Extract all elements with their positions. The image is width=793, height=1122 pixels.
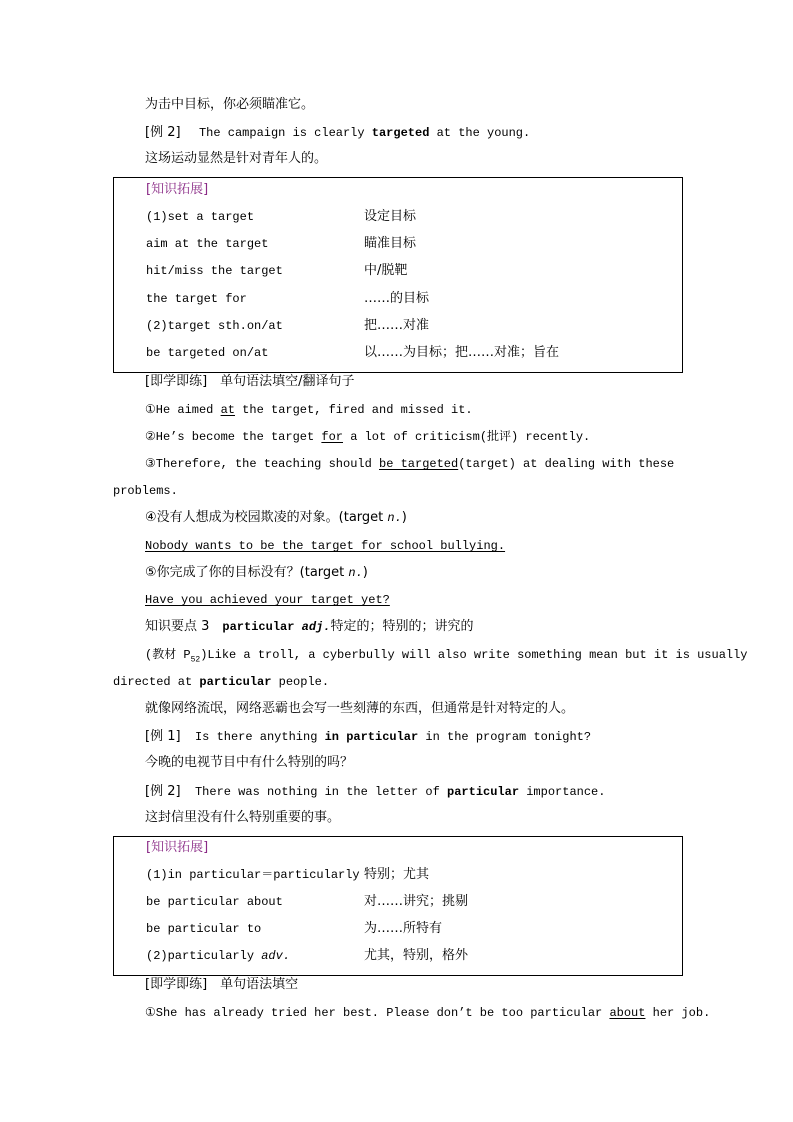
- example-2-cn: 这场运动显然是针对青年人的。: [145, 151, 328, 166]
- practice-q2: ②He’s become the target for a lot of criticism(批评) recently.: [145, 430, 591, 444]
- example-label: [例 2]: [145, 125, 181, 140]
- phrase: (1)set a target: [146, 210, 255, 224]
- meaning: 设定目标: [364, 209, 417, 224]
- example-text: The campaign is clearly targeted at the young.: [198, 126, 531, 140]
- sentence-cn: 为击中目标，你必须瞄准它。: [145, 97, 315, 112]
- meaning: 对……讲究；挑剔: [364, 894, 469, 909]
- phrase: aim at the target: [146, 237, 269, 251]
- textbook-source-cn: 就像网络流氓，网络恶霸也会写一些刻薄的东西，但通常是针对特定的人。: [145, 701, 575, 716]
- phrase: hit/miss the target: [146, 264, 283, 278]
- practice-q5-answer: Have you achieved your target yet?: [145, 593, 390, 607]
- meaning: 为……所特有: [364, 921, 443, 936]
- practice-q3-cont: problems.: [113, 484, 178, 498]
- knowledge-extension-box: [113, 177, 683, 373]
- practice-q1: ①He aimed at the target, fired and missed it.: [145, 403, 473, 417]
- phrase: be targeted on/at: [146, 346, 269, 360]
- phrase: (2)particularly adv.: [146, 949, 291, 963]
- example-1-line: [例 1] Is there anything in particular in the program tonight?: [145, 729, 592, 744]
- phrase: be particular about: [146, 895, 283, 909]
- phrase: (2)target sth.on/at: [146, 319, 283, 333]
- textbook-source-cont: directed at particular people.: [113, 675, 330, 689]
- textbook-source: (教材 $P_{52})Like$ a troll, a cyberbully will also write something mean but it is usually: [145, 648, 748, 665]
- phrase: be particular to: [146, 922, 262, 936]
- practice-q1: ①She has already tried her best. Please don’t be too particular about her job.: [145, 1006, 711, 1020]
- meaning: 中/脱靶: [364, 263, 408, 278]
- practice-heading: [即学即练] 单句语法填空/翻译句子: [145, 374, 355, 389]
- knowledge-point-heading: 知识要点 3 particular adj.特定的；特别的；讲究的: [145, 619, 474, 634]
- box-title: [知识拓展]: [146, 182, 209, 197]
- meaning: 尤其，特别，格外: [364, 948, 469, 963]
- practice-q4: ④没有人想成为校园欺凌的对象。(target n.): [145, 510, 407, 525]
- meaning: 以……为目标；把……对准；旨在: [364, 345, 560, 360]
- meaning: 瞄准目标: [364, 236, 417, 251]
- meaning: 把……对准: [364, 318, 430, 333]
- example-2-line: [例 2] There was nothing in the letter of particular importance.: [145, 784, 606, 799]
- practice-q4-answer: Nobody wants to be the target for school bullying.: [145, 539, 506, 553]
- meaning: 特别；尤其: [364, 867, 430, 882]
- meaning: ……的目标: [364, 291, 430, 306]
- example-2-cn: 这封信里没有什么特别重要的事。: [145, 810, 341, 825]
- practice-q5: ⑤你完成了你的目标没有？(target n.): [145, 565, 368, 580]
- knowledge-extension-box: [113, 836, 683, 976]
- practice-heading: [即学即练] 单句语法填空: [145, 977, 299, 992]
- box-title: [知识拓展]: [146, 840, 209, 855]
- phrase: (1)in particular＝particularly: [146, 868, 360, 882]
- practice-q3: ③Therefore, the teaching should be targeted(target) at dealing with these: [145, 457, 675, 471]
- phrase: the target for: [146, 292, 247, 306]
- example-1-cn: 今晚的电视节目中有什么特别的吗？: [145, 755, 354, 770]
- example-2-line: [145, 123, 530, 142]
